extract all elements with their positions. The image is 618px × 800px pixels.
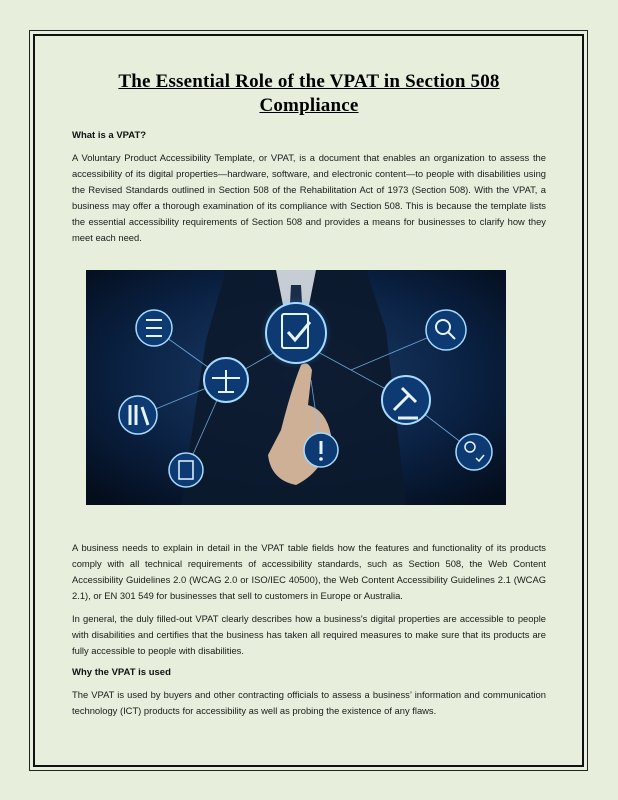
paragraph-vpat-definition: A Voluntary Product Accessibility Template, or VPAT, is a document that enables an organization to assess the accessibility of its digital properties—hardware, software, and electronic content—to people with disabilities using the Revised Standards outlined in Section 508 of the Rehabilitation Act of 1973 (Section 508). With the VPAT, a business may offer a thorough examination of its compliance with Section 508. This is because the template lists the essential accessibility requirements of Section 508 and provides a means for businesses to clarify how they meet each need. xyxy=(72,152,546,243)
document-body xyxy=(72,70,546,246)
gavel-icon xyxy=(382,376,430,424)
section-heading-why-vpat-used: Why the VPAT is used xyxy=(72,667,171,678)
alert-icon xyxy=(304,433,338,467)
justice-scale-icon xyxy=(204,358,248,402)
document-icon xyxy=(169,453,203,487)
books-icon xyxy=(119,396,157,434)
user-search-icon xyxy=(426,310,466,350)
document-check-icon xyxy=(266,303,326,363)
vpat-illustration xyxy=(86,270,506,505)
checklist-icon xyxy=(136,310,172,346)
paragraph-general-description: In general, the duly filled-out VPAT clearly describes how a business's digital properties are accessible to people with disabilities and certifies that the business has taken all required measures to make sure that its products are fully accessible to people with disabilities. xyxy=(72,613,546,656)
document-title: The Essential Role of the VPAT in Section 508 Compliance xyxy=(118,71,500,116)
person-check-icon xyxy=(456,434,492,470)
paragraph-vpat-table-fields: A business needs to explain in detail in the VPAT table fields how the features and functionality of its products comply with all technical requirements of accessibility standards, such as Section 508, the Web Content Accessibility Guidelines 2.0 (WCAG 2.0 or ISO/IEC 40500), the Web Content Accessibility Guidelines 2.1 (WCAG 2.1), or EN 301 549 for businesses that sell to customers in Europe or Australia. xyxy=(72,542,546,601)
section-heading-what-is-vpat: What is a VPAT? xyxy=(72,130,147,141)
document-body-continued xyxy=(72,540,546,719)
paragraph-why-vpat-used: The VPAT is used by buyers and other contracting officials to assess a business’ information and communication technology (ICT) products for accessibility as well as probing the existence of any flaws. xyxy=(72,689,546,716)
